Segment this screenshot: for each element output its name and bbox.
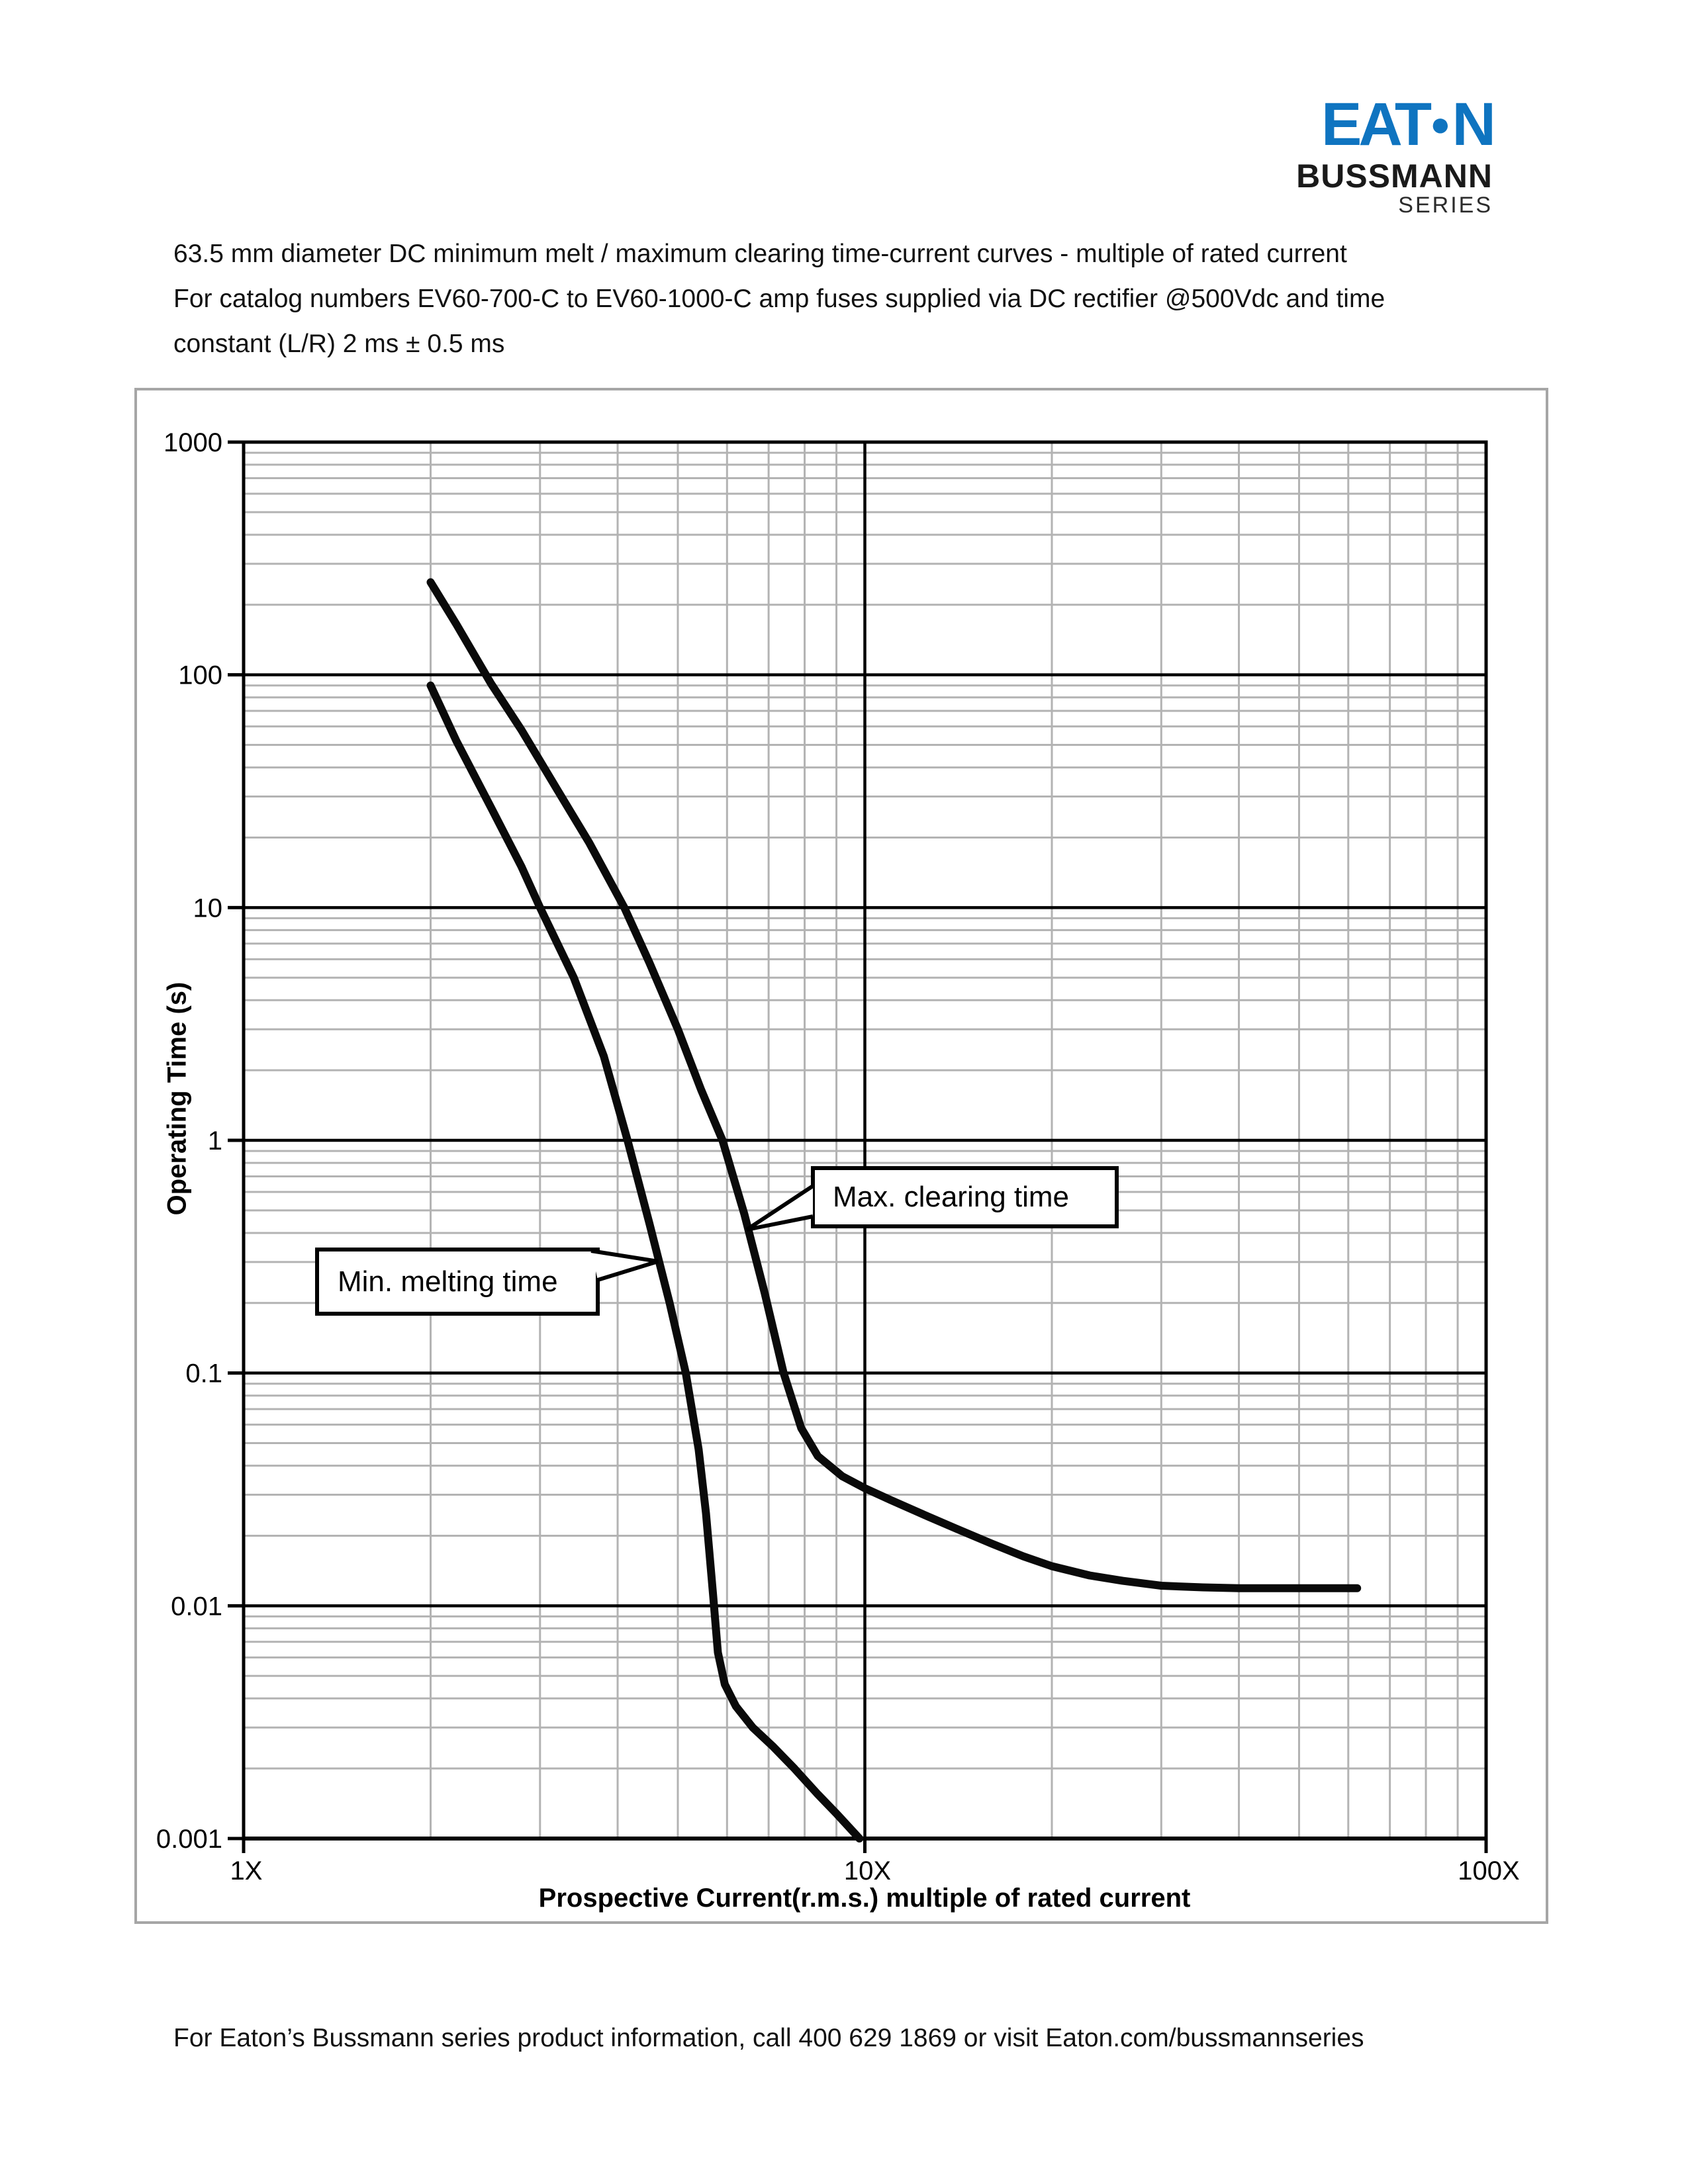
eaton-logo-left: EAT — [1321, 91, 1429, 158]
y-tick-label: 100 — [178, 660, 222, 690]
y-tick-label: 10 — [193, 893, 222, 923]
eaton-logo — [1296, 91, 1493, 158]
eaton-logo-right: N — [1452, 91, 1493, 158]
max-clearing-time-callout: Max. clearing time — [833, 1181, 1070, 1213]
y-tick-label: 1000 — [164, 428, 222, 457]
y-tick-label: 0.001 — [156, 1825, 222, 1854]
eaton-bussmann-logo — [1296, 91, 1493, 218]
eaton-logo-dot-icon: ● — [1430, 105, 1451, 144]
y-axis-title: Operating Time (s) — [162, 981, 192, 1216]
x-axis-title: Prospective Current(r.m.s.) multiple of rated current — [538, 1884, 1191, 1913]
x-tick-label: 100X — [1458, 1856, 1520, 1886]
series-wordmark: SERIES — [1398, 193, 1493, 218]
title-line-1: 63.5 mm diameter DC minimum melt / maximum clearing time-current curves - multiple of rated current — [173, 240, 1347, 268]
bussmann-wordmark: BUSSMANN — [1296, 158, 1493, 195]
title-line-2: For catalog numbers EV60-700-C to EV60-1000-C amp fuses supplied via DC rectifier @500Vdc and time — [173, 285, 1385, 313]
x-tick-label: 10X — [843, 1856, 892, 1886]
y-tick-label: 0.01 — [171, 1592, 222, 1621]
y-tick-label: 1 — [207, 1126, 222, 1156]
min-melting-time-callout: Min. melting time — [338, 1265, 558, 1298]
page-title — [173, 232, 1385, 367]
chart-frame — [136, 389, 1547, 1923]
x-tick-label: 1X — [230, 1856, 263, 1886]
footer-contact-line: For Eaton’s Bussmann series product information, call 400 629 1869 or visit Eaton.com/bussmannseries — [173, 2024, 1364, 2052]
title-line-3: constant (L/R) 2 ms ± 0.5 ms — [173, 330, 505, 358]
y-tick-label: 0.1 — [185, 1359, 222, 1388]
